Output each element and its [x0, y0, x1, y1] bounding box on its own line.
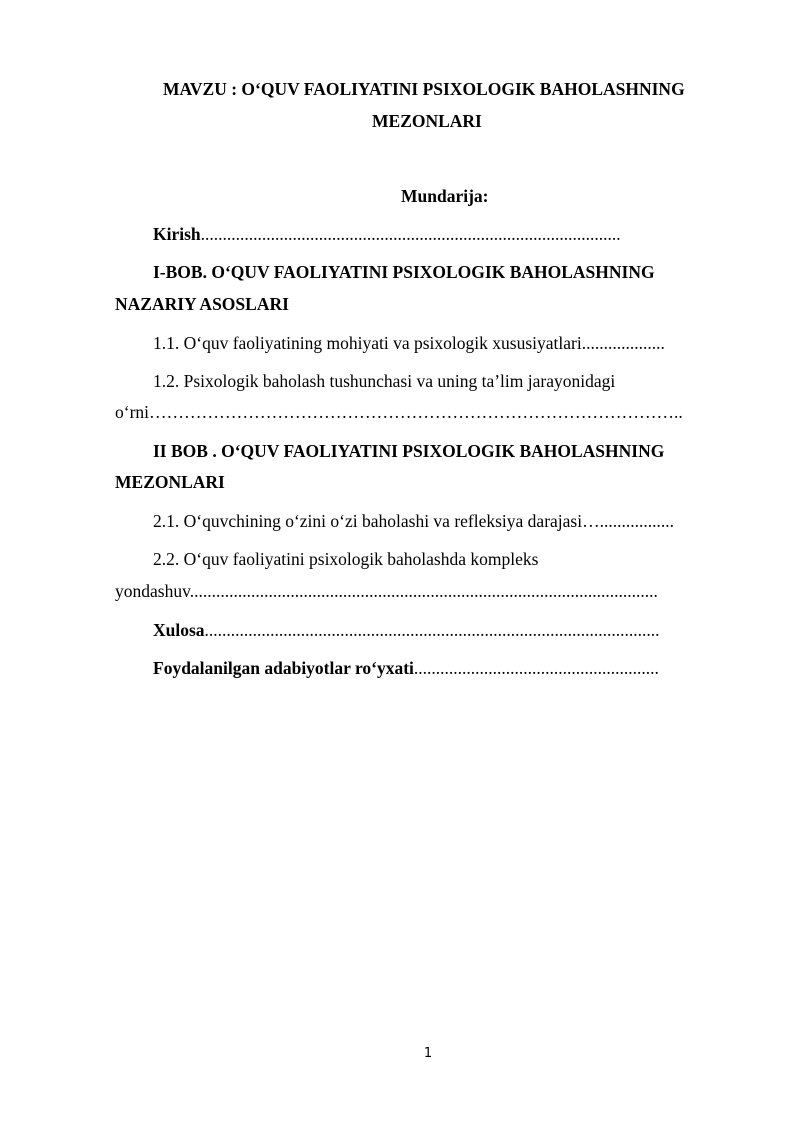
page-number: 1: [423, 1046, 433, 1061]
toc-section-1-2-line2: o‘rni………………………………………………………………………………..: [115, 402, 683, 422]
toc-entry-references: [153, 657, 659, 679]
toc-chapter2-line1: II BOB . O‘QUV FAOLIYATINI PSIXOLOGIK BAHOLASHNING: [153, 441, 665, 461]
toc-section-2-1: 2.1. O‘quvchining o‘zini o‘zi baholashi va refleksiya darajasi….................: [153, 511, 674, 531]
toc-chapter1-line1: I-BOB. O‘QUV FAOLIYATINI PSIXOLOGIK BAHOLASHNING: [153, 262, 655, 282]
toc-entry-references-label: Foydalanilgan adabiyotlar ro‘yxati: [153, 658, 414, 678]
toc-entry-kirish: [153, 223, 621, 245]
toc-section-1-1: 1.1. O‘quv faoliyatining mohiyati va psixologik xususiyatlari...................: [153, 333, 665, 353]
toc-entry-xulosa-dots: ........................................................................................................: [204, 620, 660, 640]
toc-section-2-2-line1: 2.2. O‘quv faoliyatini psixologik baholashda kompleks: [153, 549, 539, 569]
toc-entry-xulosa-label: Xulosa: [153, 620, 205, 640]
toc-entry-xulosa: [153, 619, 660, 641]
document-title-line2: MEZONLARI: [372, 111, 482, 131]
toc-chapter1-line2: NAZARIY ASOSLARI: [115, 294, 289, 314]
toc-chapter2-line2: MEZONLARI: [115, 472, 225, 492]
toc-entry-kirish-label: Kirish: [153, 224, 201, 244]
toc-heading: Mundarija:: [401, 186, 489, 206]
toc-section-2-2-line2: yondashuv...........................................................................................................: [115, 581, 658, 601]
document-title-line1: MAVZU : O‘QUV FAOLIYATINI PSIXOLOGIK BAHOLASHNING: [163, 79, 685, 99]
toc-entry-references-dots: ........................................................: [413, 658, 659, 678]
toc-entry-kirish-dots: ................................................................................................: [200, 224, 621, 244]
toc-section-1-2-line1: 1.2. Psixologik baholash tushunchasi va uning ta’lim jarayonidagi: [153, 371, 616, 391]
